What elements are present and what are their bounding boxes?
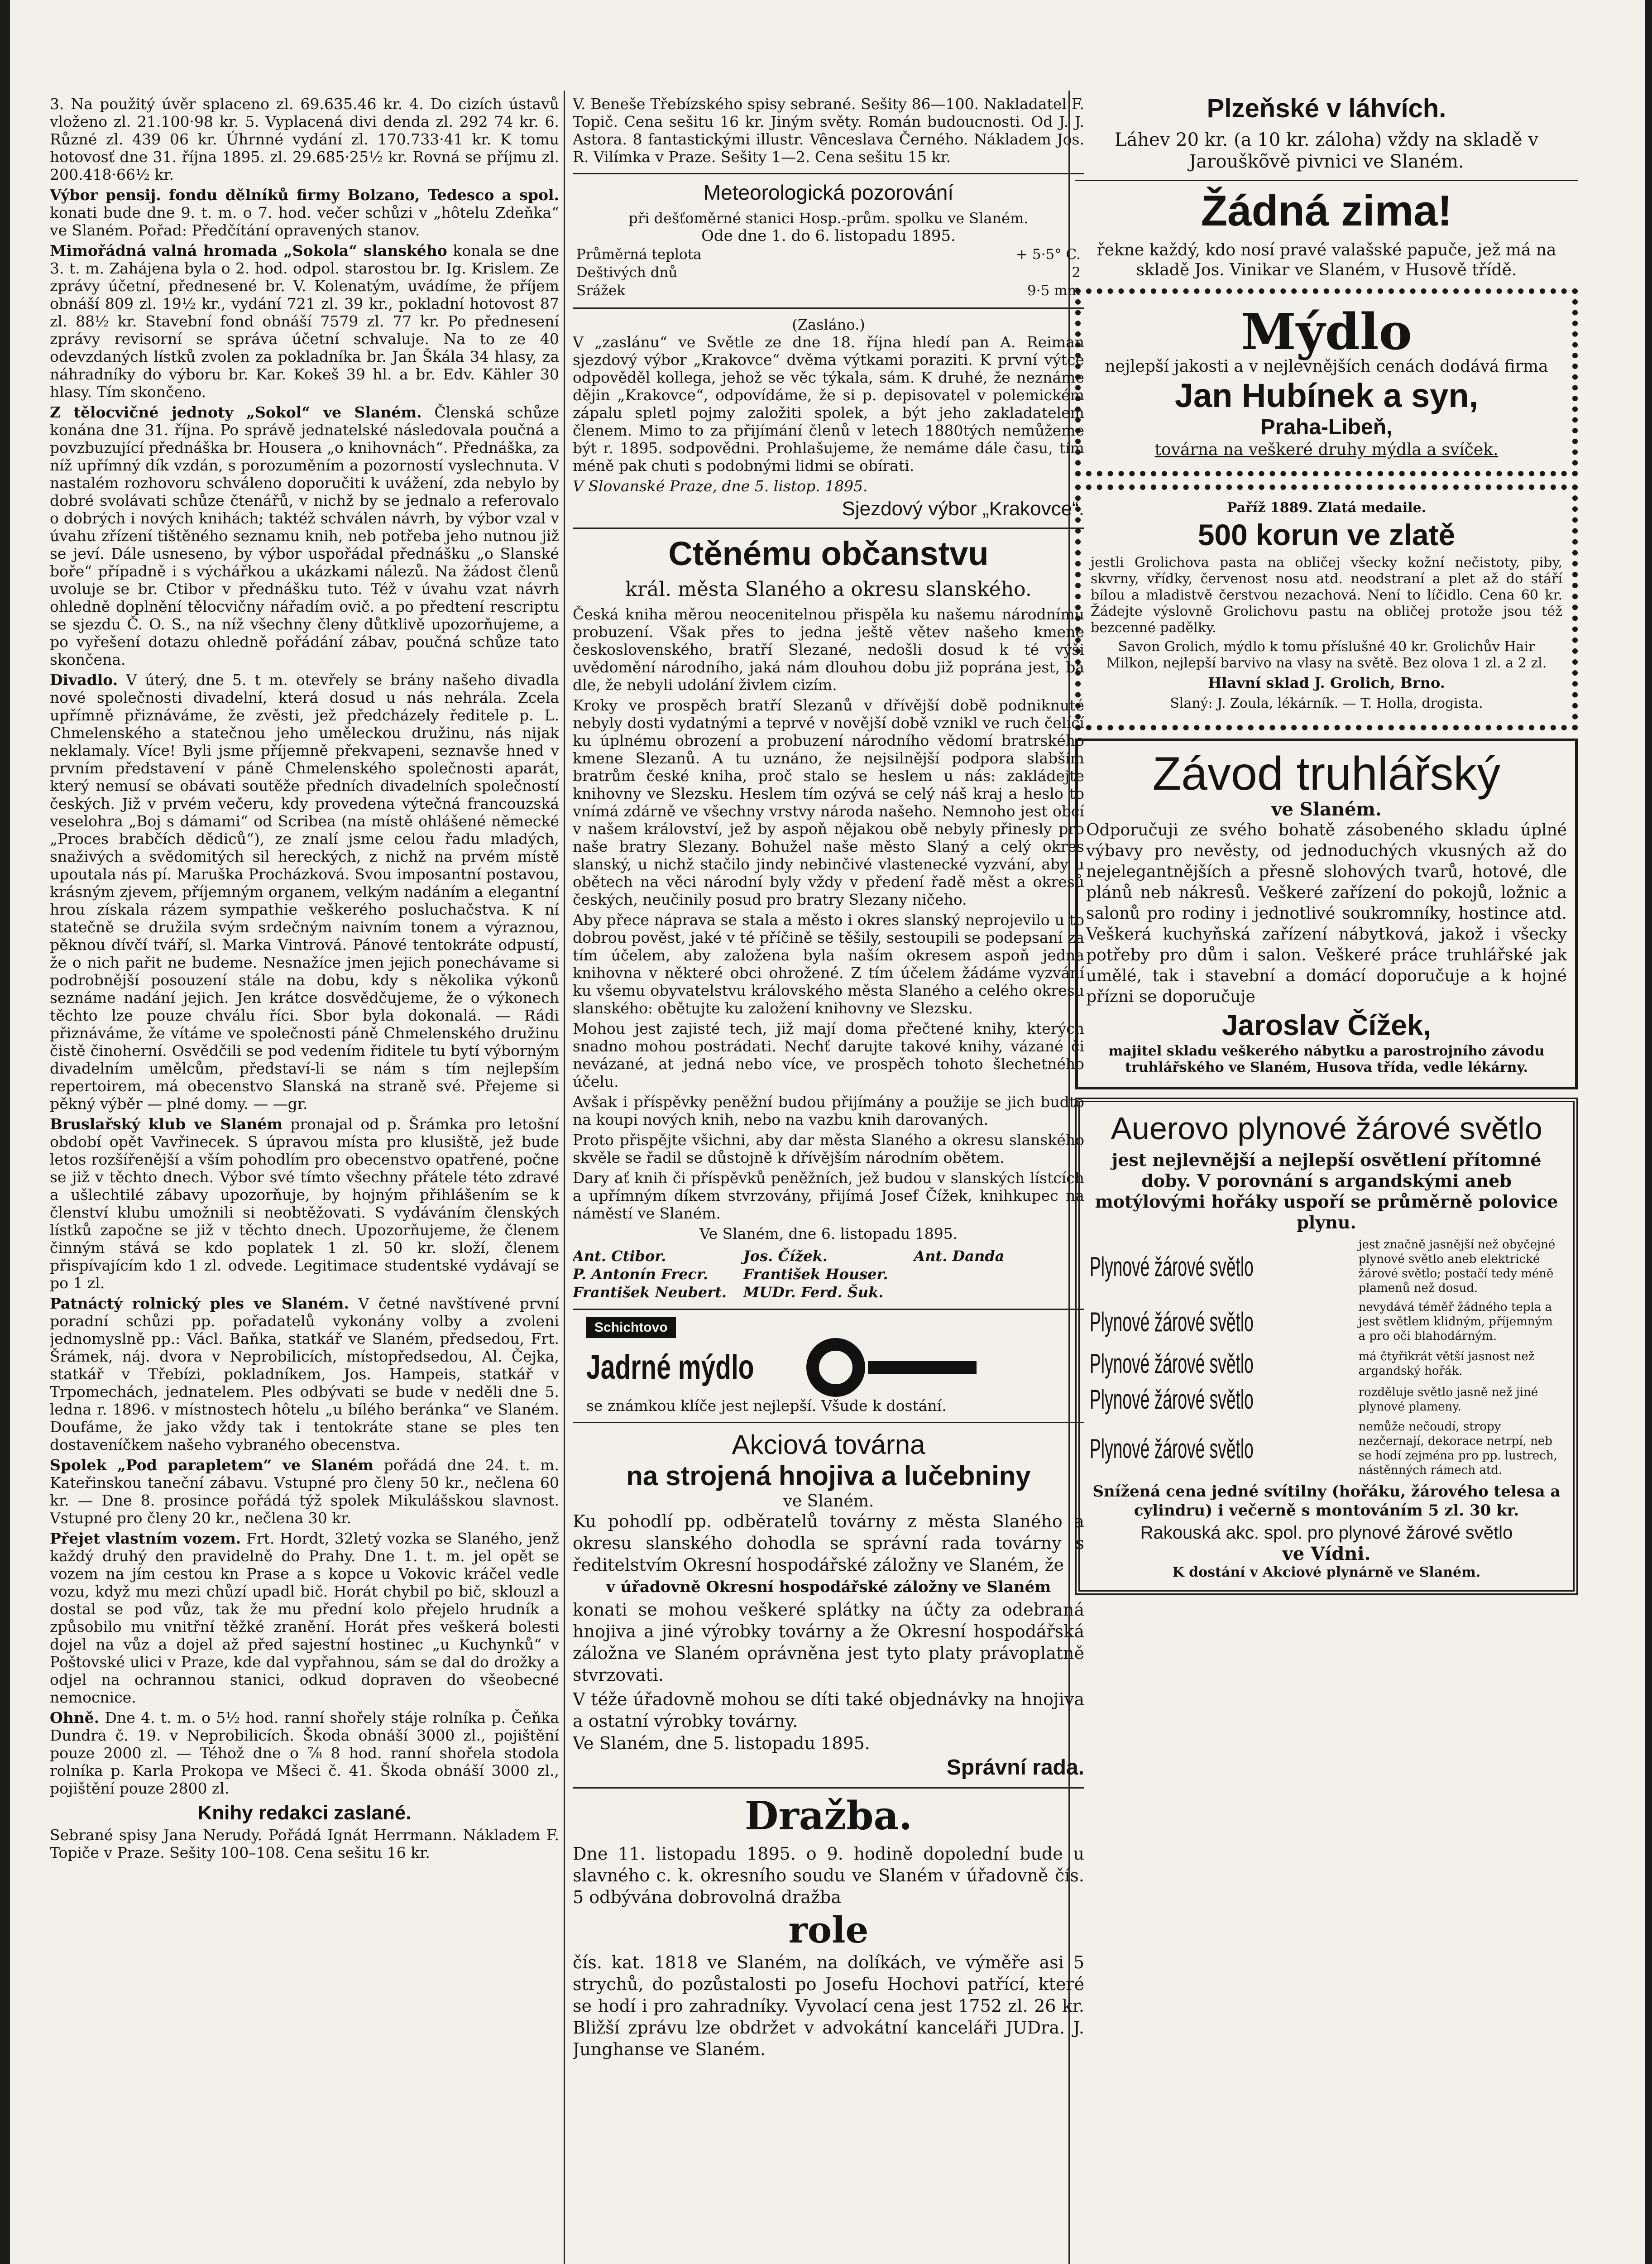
- books-continued: V. Beneše Třebízského spisy sebrané. Sešity 86—100. Nakladatel F. Topič. Cena sešitu 16 kr. Jiným světy. Román budoucnosti. Od J. J. Astora. 8 fantastickými illustr. Vênceslava Černého. Nákladem Jos. R. Vilímka v Praze. Sešity 1—2. Cena sešitu 15 kr.: [573, 95, 1084, 166]
- meteo-table: [573, 245, 1084, 300]
- signers-list: [573, 1247, 1084, 1301]
- divider: [573, 528, 1084, 529]
- grolich-soap: Savon Grolich, mýdlo k tomu příslušné 40 kr. Grolichův Hair Milkon, nejlepší barvivo na vlasy na světě. Bez olova 1 zl. a 2 zl.: [1106, 638, 1547, 671]
- article-heading: Z tělocvičné jednoty „Sokol“ ve Slaném.: [50, 403, 422, 421]
- divider: [573, 173, 1084, 174]
- jadrne-note: se známkou klíče jest nejlepší. Všude k dostání.: [586, 1396, 947, 1415]
- auer-row: [1090, 1300, 1563, 1343]
- mydlo-title: Mýdlo: [1241, 302, 1412, 361]
- signer: [914, 1283, 1084, 1301]
- key-shaft-icon: [868, 1361, 977, 1374]
- grolich-title: 500 korun ve zlatě: [1197, 518, 1456, 552]
- meteo-subtitle: při dešťoměrné stanici Hosp.-prům. spolku ve Slaném.: [628, 210, 1029, 227]
- akciova-text2: konati se mohou veškeré splátky na účty za odebraná hnojiva a jiné výrobky továrny a že Okresní hospodářská záložna ve Slaném oprávněna jest tyto platy právoplatně stvrzovati.: [573, 1599, 1084, 1685]
- article-sokol-meeting: [50, 242, 559, 401]
- akciova-title: Akciová továrna: [732, 1429, 925, 1460]
- mydlo-note: továrna na veškeré druhy mýdla a svíček.: [1154, 441, 1499, 460]
- page-edge-right: [1645, 0, 1652, 2264]
- article-farmers-ball: [50, 1295, 559, 1453]
- column-news-middle: [573, 95, 1084, 2264]
- ctenemu-p5: Avšak i příspěvky peněžní budou přijímány a použije se jich budto na koupi nových knih, nebo na vazbu knih darovaných.: [573, 1093, 1084, 1128]
- article-body: konala se dne 3. t. m. Zahájena byla o 2. hod. odpol. starostou br. Ig. Krislem. Ze zprávy účetní, přednesené br. V. Kolenatým, uvádíme, že příjem obnáší 809 zl. 19½ kr., vydání 721 zl. 39 kr., pokladní hotovost 87 zl. 88½ kr. Stavební fond obnáší 7579 zl. 77 kr. Po přednesení zprávy revisorní se správa účetní schvaluje. Na to ze 40 odevzdaných lístků zvolen za pokladníka br. Jan Škála 34 hlasy, za náhradníky do výboru br. Kar. Kokeš 39 hl. a br. Edv. Kähler 30 hlasy. Tím skončeno.: [50, 242, 559, 401]
- grolich-shop: Hlavní sklad J. Grolich, Brno.: [1208, 674, 1445, 691]
- divider: [1075, 180, 1578, 181]
- auer-row-text: rozděluje světlo jasně než jiné plynové plameny.: [1358, 1385, 1538, 1414]
- divider: [573, 307, 1084, 309]
- akciova-date: Ve Slaném, dne 5. listopadu 1895.: [573, 1733, 870, 1753]
- article-heading: Ohně.: [50, 1709, 100, 1727]
- article-theatre: [50, 671, 559, 1113]
- auer-row-text: nevydává téměř žádného tepla a jest světlem klidným, příjemným a pro oči blahodárným.: [1358, 1300, 1553, 1343]
- meteo-label: Průměrná teplota: [576, 246, 702, 263]
- finance-report: 3. Na použitý úvěr splaceno zl. 69.635.46 kr. 4. Do cizích ústavů vloženo zl. 21.100·98 kr. 5. Vyplacená divi denda zl. 292 74 kr. 6. Různé zl. 439 06 kr. Úhrnné vydání zl. 170.733·41 kr. K tomu hotovosť dne 31. října 1895. zl. 29.685·25½ kr. Rovná se příjmu zl. 200.418·66½ kr.: [50, 95, 559, 183]
- article-heading: Patnáctý rolnický ples ve Slaném.: [50, 1295, 349, 1312]
- mydlo-ad: [1075, 288, 1578, 477]
- meteo-value: 9·5 mm: [1027, 283, 1081, 299]
- zavod-place: ve Slaném.: [1271, 798, 1382, 820]
- zavod-owner: majitel skladu veškerého nábytku a parostrojního závodu truhlářského ve Slaném, Husova třída, vedle lékárny.: [1108, 1043, 1545, 1075]
- auer-row-text: jest značně jasnější než obyčejné plynové světlo aneb elektrické žárové světlo; postačí tedy méně plamenů než dosud.: [1358, 1238, 1556, 1295]
- auer-ad: [1075, 1098, 1578, 1595]
- divider: [573, 1787, 1084, 1789]
- meteo-title: Meteorologická pozorování: [703, 181, 954, 204]
- plzenske-title: Plzeňské v láhvích.: [1207, 95, 1446, 123]
- auer-company: Rakouská akc. spol. pro plynové žárové světlo: [1140, 1523, 1513, 1543]
- grolich-top: Paříž 1889. Zlatá medaile.: [1226, 500, 1427, 516]
- mydlo-firm: Jan Hubínek a syn,: [1174, 377, 1479, 415]
- signer: MUDr. Ferd. Šuk.: [743, 1283, 884, 1301]
- drazba-text2: čís. kat. 1818 ve Slaném, na dolíkách, ve výměře asi 5 strychů, do pozůstalosti po Josefu Hochovi patřící, které se hodí i pro zahradníky. Vyvolací cena jest 1752 zl. 26 kr. Bližší zprávu lze obdržet v advokátní kanceláři JUDra. J. Junghanse ve Slaném.: [573, 1952, 1084, 2060]
- drazba-title: Dražba.: [744, 1793, 913, 1839]
- akciova-bold: v úřadovně Okresní hospodářské záložny ve Slaném: [606, 1578, 1051, 1596]
- signer: Ant. Ctibor.: [573, 1247, 666, 1265]
- article-heading: Spolek „Pod parapletem“ ve Slaném: [50, 1456, 374, 1474]
- article-pension-fund: [50, 186, 559, 239]
- auer-row-label: Plynové žárové světlo: [1090, 1433, 1254, 1464]
- zaslano-place: V Slovanské Praze, dne 5. listop. 1895.: [573, 477, 868, 495]
- signer: František Houser.: [743, 1265, 888, 1283]
- article-body: Dne 4. t. m. o 5½ hod. ranní shořely stáje rolníka p. Čeňka Dundra č. 19. v Neprobilicích. Škoda obnáší 3000 zl., pojištění pouze 2000 zl. — Téhož dne o ⅞ 8 hod. ranní shořela stodola rolníka p. Karla Prokopa ve Mšeci č. 41. Škoda obnáší 3000 zl., pojištění pouze 2800 zl.: [50, 1709, 559, 1797]
- grolich-ad: [1075, 484, 1578, 730]
- auer-text: jest nejlevnější a nejlepší osvětlení přítomné doby. V porovnání s argandskými aneb motýlovými hořáky uspoří se průměrně polovice plynu.: [1095, 1150, 1558, 1233]
- meteo-label: Deštivých dnů: [576, 264, 678, 281]
- books-text: Sebrané spisy Jana Nerudy. Pořádá Ignát Herrmann. Nákladem F. Topiče v Praze. Sešity 100–108. Cena sešitu 16 kr.: [50, 1826, 559, 1861]
- zavod-text: Odporučuji ze svého bohatě zásobeného skladu úplné výbavy pro nevěsty, od jednoduchých vkusných až do nejelegantnějších a přesně slohových tvarů, hotové, dle plánů neb nákresů. Veškeré zařízení do pokojů, ložnic a salonů pro rodiny i jednotlivé soukromníky, hostince atd. Veškerá kuchyňská zařízení nábytková, jakož i všecky potřeby pro dům i salon. Veškeré práce truhlářské jak umělé, tak i stavební a domácí doporučuje a k hojné přízni se doporučuje: [1086, 820, 1567, 1006]
- auer-row-label: Plynové žárové světlo: [1090, 1251, 1254, 1282]
- article-skating-club: [50, 1115, 559, 1292]
- article-fires: [50, 1709, 559, 1797]
- article-sokol-library: [50, 403, 559, 668]
- meteo-row: [574, 282, 1083, 299]
- signer: Ant. Danda: [914, 1247, 1005, 1265]
- zaslano-text: V „zaslánu“ ve Světle ze dne 18. října hledí pan A. Reiman sjezdový výbor „Krakovce“ dvěma výtkami poraziti. K první výtce odpověděl kollega, jehož se věc týkala, sám. K druhé, že neznáme dějin „Krakovce“, odpovídáme, že si p. depisovatel v polemickém zápalu spletl pojmy založiti spolek, a být jeho zakladatelem členem. Mimo to za přijímání členů v letech 1880tých nemůžeme být r. 1895. sodpovědni. Prohlašujeme, že nemáme dále času, tím méně pak chuti s podobnými lidmi se obírati.: [573, 333, 1084, 475]
- auer-row: [1090, 1420, 1563, 1477]
- auer-row: [1090, 1384, 1563, 1415]
- mydlo-place: Praha-Libeň,: [1260, 415, 1393, 439]
- article-heading: Bruslařský klub ve Slaném: [50, 1115, 283, 1133]
- plzenske-text: Láhev 20 kr. (a 10 kr. záloha) vždy na skladě v Jarouškõvě pivnici ve Slaném.: [1115, 129, 1538, 172]
- divider: [573, 1422, 1084, 1423]
- akciova-text: Ku pohodlí pp. odběratelů továrny z města Slaného a okresu slanského dohodla se správní rada továrny s ředitelstvím Okresní hospodářské záložny ve Slaném, že: [573, 1511, 1084, 1575]
- article-body: pronajal od p. Šrámka pro letošní období opět Vavřinecek. S úpravou místa pro klusiště, jež bude letos rozšířenější a vším pohodlím pro obecenstvo opatřené, počne se již v těchto dnech. Výbor své tímto všechny přátele této zdravé a ušlechtilé zábavy upozorňuje, by hojným přihlášením se k členství klubu umožnili si neobtěžovati. S vydáváním členských lístků započne se již v těchto dnech. Upozorňujeme, že členem činným stává se kdo poplatek 1 zl. 50 kr. složí, členem přispívajícím kdo 1 zl. odvede. Legitimace studentské vydávají se po 1 zl.: [50, 1115, 559, 1292]
- akciova-signature: Správní rada.: [946, 1755, 1084, 1780]
- article-heading: Přejet vlastním vozem.: [50, 1530, 241, 1547]
- meteo-row: [574, 246, 1083, 263]
- ctenemu-subtitle: král. města Slaného a okresu slanského.: [625, 577, 1032, 601]
- auer-row: [1090, 1348, 1563, 1379]
- signer: [914, 1265, 1084, 1283]
- article-heading: Divadlo.: [50, 671, 118, 689]
- auer-title: Auerovo plynové žárové světlo: [1111, 1110, 1542, 1146]
- auer-city: ve Vídni.: [1282, 1543, 1371, 1565]
- signer: Jos. Čížek.: [743, 1247, 828, 1265]
- auer-row-label: Plynové žárové světlo: [1090, 1348, 1254, 1379]
- page-edge-left: [0, 0, 10, 2264]
- schicht-label: Schichtovo: [586, 1317, 676, 1338]
- zaslano-signature: Sjezdový výbor „Krakovce“.: [842, 498, 1084, 520]
- jadrne-title: Jadrné mýdlo: [586, 1348, 754, 1387]
- article-accident: [50, 1530, 559, 1706]
- zavod-ad: [1075, 739, 1578, 1089]
- article-umbrella-club: [50, 1456, 559, 1527]
- zadna-text: řekne každý, kdo nosí pravé valašské papuče, jež má na skladě Jos. Vinikar ve Slaném, v Husově třídě.: [1097, 240, 1556, 279]
- auer-row-text: nemůže nečoudí, stropy nezčernají, dekorace netrpí, neb se hodí zejména pro pp. lustrech, nástěnných rámech atd.: [1358, 1420, 1557, 1477]
- ctenemu-p4: Mohou jest zajisté tech, již mají doma přečtené knihy, kterých snadno mohou postrádati. Nechť darujte takové knihy, vázané či nevázané, at jedná nebo více, ve prospěch tohoto šlechetného účelu.: [573, 1019, 1084, 1090]
- article-body: Členská schůze konána dne 31. října. Po správě jednatelské následovala poučná a povzbuzující přednáška br. Houserа „o knihovnách“. Přednáška, za níž upřímný dík vzdán, s porozuměním a pozorností vyslechnuta. V nastalém rozhovoru schváleno doporučiti k uvážení, zda nebylo by dobré svolávati schůze čtenářů, v nichž by se jednalo a referovalo o dobrých i nových knihách; taktéž schválen návrh, by výbor vzal v úvahu zřízení tištěného seznamu knih, neb potřeba jeho nutnou již se jeví. Dále usneseno, by výbor uspořádal přednášku „o Slanské boře“ případně i s výchářkou a ukázkami nálezů. Na žádost členů uvoluje se br. Ctibor v přednášku tuto. Též v úvahu vzat návrh ohledně doplnění tělocvičny nářadím ovič. a po předtení rescriptu se sjezdu Č. O. S., na níž všechny členy důtklivě upozorňujeme, a po vyřešení dotazu ohledně pořádání zábav, poučná schůze tato skončena.: [50, 403, 559, 668]
- meteo-label: Srážek: [576, 283, 626, 299]
- key-icon: [806, 1338, 865, 1397]
- soap-key-logo: [586, 1338, 1084, 1397]
- akciova-text3: V téže úřadovně mohou se díti také objednávky na hnojiva a ostatní výrobky továrny.: [573, 1689, 1084, 1731]
- signer: František Neubert.: [573, 1283, 727, 1301]
- article-body: Frt. Hordt, 32letý vozka se Slaného, jenž každý druhý den pravidelně do Prahy. Dne 1. t. m. jel opět se vozem na jím cestou kn Prase a s kopce u Vokovic kráčel vedle vozu, když mu mezi chůzí upadl bič. Horát chybil po bič, sklouzl a dostal se pod vůz, tak že mu přední kolo přejelo hrudník a způsobilo mu vnitřní těžké zranění. Horát přes veškerá bolesti dojel na vůz a dojel až před sajestní hostinec „u Kuchynků“ v Poštovské ulici v Praze, kde dal vypřahnou, sám se dal do drožky a odjel na ochrannou stanici, odkud dopraven do všeobecné nemocnice.: [50, 1530, 559, 1706]
- ctenemu-p2: Kroky ve prospěch bratří Slezanů v dřívější době podniknuté nebyly dosti vydatnými a teprvé v novější době vznikl ve ruch čelící ku úplnému obrození a probuzení národního vědomí bratrského kmene Slezanů. A tu uznáno, že nejsilnější podpora slabším bratrům české kniha, proč stalo se heslem u nás: zakládejte knihovny ve Slezsku. Heslem tím ozývá se celý náš kraj a heslo to vnímá zdárně ve všechny vrstvy národa našeho. Nemnoho jest obcí v našem království, jež by aspoň nějakou obě nebyly přinesly pro naše bratry Slezany. Bohužel naše město Slaný a celý okres slanský, u nichž stačilo jindy nebinčivé vlastenecké vyzvání, aby u obětech na věci národní byly vždy v předení řadě měst a okresů českých, neučinily posud pro bratry Slezany ničeho.: [573, 696, 1084, 908]
- article-heading: Mimořádná valná hromada „Sokola“ slanského: [50, 242, 447, 259]
- auer-foot: K dostání v Akciové plynárně ve Slaném.: [1172, 1564, 1481, 1581]
- auer-row: [1090, 1238, 1563, 1295]
- ctenemu-p1: Česká kniha měrou neocenitelnou přispěla ku našemu národnímu probuzení. Však přes to jedna ještě větev našeho kmene československého, bratří Slezané, nedošli dosud k té výši uvědomění národního, jaká nám dlouhou dobu již poprána jest, ba dle, že nebyli udolání živlem cizím.: [573, 605, 1084, 694]
- ctenemu-p6: Proto přispějte všichni, aby dar města Slaného a okresu slanského skvěle se řadil se důstojně k dřívějším národním obětem.: [573, 1131, 1084, 1166]
- akciova-place: ve Slaném.: [783, 1492, 874, 1511]
- signer: P. Antonín Frecr.: [573, 1265, 709, 1283]
- article-body: konati bude dne 9. t. m. o 7. hod. večer schůzi v „hôtelu Zdeňka“ ve Slaném. Pořad: Předčítání opravených stanov.: [50, 204, 559, 239]
- schicht-ad: [586, 1317, 1084, 1415]
- divider: [573, 1309, 1084, 1310]
- meteo-dates: Ode dne 1. do 6. listopadu 1895.: [701, 227, 956, 245]
- zavod-title: Závod truhlářský: [1152, 747, 1501, 800]
- akciova-subtitle: na strojená hnojiva a lučebniny: [626, 1460, 1031, 1491]
- zadna-title: Žádná zima!: [1201, 186, 1452, 235]
- books-heading: Knihy redakci zaslané.: [197, 1802, 412, 1824]
- column-rule-1: [564, 91, 565, 2264]
- column-ads-right: [1075, 95, 1578, 2264]
- article-heading: Výbor pensij. fondu dělníků firmy Bolzano, Tedesco a spol.: [50, 186, 559, 204]
- auer-row-label: Plynové žárové světlo: [1090, 1306, 1254, 1337]
- grolich-text: jestli Grolichova pasta na obličej všecky kožní nečistoty, piby, skvrny, vřídky, červenost nosu atd. neodstraní a plet až do stáří bílou a mladistvě čerstvou nezachová. Není to líčidlo. Cena 60 kr. Žádejte výslovně Grolichovu pastu na obličej protože jsou též bezcenné padělky.: [1091, 554, 1562, 636]
- ctenemu-p7: Dary ať knih či příspěvků peněžních, jež budou v slanských lístcích a upřímným díkem stvrzovány, přijímá Josef Čížek, knihkupec na náměstí ve Slaném.: [573, 1169, 1084, 1222]
- article-body: pořádá dne 24. t. m. Kateřinskou taneční zábavu. Vstupné pro členy 50 kr., nečlena 60 kr. — Dne 8. prosince pořádá týž spolek Mikulášskou slavnost. Vstupné pro členy 20 kr., nečlena 30 kr.: [50, 1456, 559, 1527]
- drazba-role: role: [788, 1909, 869, 1952]
- meteo-value: + 5·5° C.: [1016, 246, 1081, 263]
- auer-row-label: Plynové žárové světlo: [1090, 1384, 1254, 1415]
- meteo-value: 2: [1072, 264, 1081, 281]
- drazba-text: Dne 11. listopadu 1895. o 9. hodině dopolední bude u slavného c. k. okresního soudu ve Slaném v úřadovně čís. 5 odbývána dobrovolná dražba: [573, 1844, 1084, 1908]
- zaslano-label: (Zasláno.): [792, 316, 865, 334]
- mydlo-text: nejlepší jakosti a v nejlevnějších cenách dodává firma: [1105, 357, 1548, 376]
- column-news-left: [50, 95, 559, 2264]
- meteo-row: [574, 264, 1083, 281]
- ctenemu-place: Ve Slaném, dne 6. listopadu 1895.: [699, 1224, 958, 1242]
- ctenemu-title: Ctěnému občanstvu: [668, 535, 989, 573]
- article-body: V četné navštívené první poradní schůzi pp. pořadatelů vykonány volby a zvoleni jednomyslně pp.: Václ. Baňka, statkář ve Slaném, předsedou, Frt. Šrámek, náj. dvora v Neprobilicích, místopředsedou, Al. Čejka, statkář v Třebízi, pokladníkem, Jos. Hampeis, statkář v Trpomechách, jednatelem. Ples odbývati se bude v neděli dne 5. ledna r. 1896. v místnostech hôtelu „u bílého beránka“ ve Slaném. Doufáme, že jako vždy tak i tentokráte stane se ples ten dostaveníčkem našeho vybraného obecenstva.: [50, 1295, 559, 1453]
- auer-price: Snížená cena jedné svítilny (hořáku, žárového telesa a cylindru) i večerně s montováním 5 zl. 30 kr.: [1092, 1482, 1561, 1520]
- ctenemu-p3: Aby přece náprava se stala a město i okres slanský neprojevilo u to dobrou pověst, jaké v té příčině se těšily, sestoupili se podepsaní za tím účelem, aby založena byla naším okresem aspoň jedna knihovna v některé obci ohrožené. Z tím účelem žádáme vyzvání ku všemu obyvatelstvu královského města Slaného a celého okresu slanského: obětujte ku založení knihovny ve Slezsku.: [573, 911, 1084, 1017]
- auer-row-text: má čtyřikrát větší jasnost než argandský hořák.: [1358, 1349, 1535, 1378]
- grolich-slany: Slaný: J. Zoula, lékárník. — T. Holla, drogista.: [1170, 695, 1483, 711]
- zavod-name: Jaroslav Čížek,: [1221, 1008, 1432, 1041]
- article-body: V úterý, dne 5. t m. otevřely se brány našeho divadla nové společnosti divadelní, která dosud u nás nehrála. Zcela upřímně přiznáváme, že zvěsti, jež předcházely ředitele p. L. Chmelenského a statečnou jeho uměleckou družinu, nás nijak neklamaly. Více! Byli jsme příjemně překvapeni, seznavše hned v prvním představení v páně Chmelenského společnosti aparát, který nemusí se obávati soutěže předních divadelních společností českých. Již v prvém večeru, kdy provedena výtečná francouzská veselohra „Boj s dámami“ od Scribea (na místě ohlášené německé „Proces brabčích dědiců“), ze znalí jsme celou řadu mladých, snaživých a svědomitých sil hereckých, z nichž na prvém místě upoutala nás pí. Maruška Procházková. Svou imposantní postavou, krásným zjevem, příjemným organem, velkým nadáním a elegantní hrou získala rázem sympathie veškerého posluchačstva. K ní statečně se družila svým srdečným naivním tonem a výraznou, pěknou dívčí tváří, sl. Marka Vintrová. Pánové tentokráte odpustí, že o nich pařit ne budeme. Nesnažíce jmen jejich ponechávame si podrobnější posouzení stále na dobu, kdy s několika výkonů seznáme nadání jejich. Jen krátce dosvědčujeme, že o výkonech těchto lze pouze chválu říci. Sbor byla dokonalá. — Rádi přiznáváme, že vítáme ve společnosti páně Chmelenského družinu čistě činoherní. Osvědčili se pod vedením řiditele tu bytí výborným divadelním umělcům, představí-li se nám s tím nejlepším repertoirem, má obecenstvo Slanská na straně své. Přejeme si pěkný výběr — plné domy. — —gr.: [50, 671, 559, 1113]
